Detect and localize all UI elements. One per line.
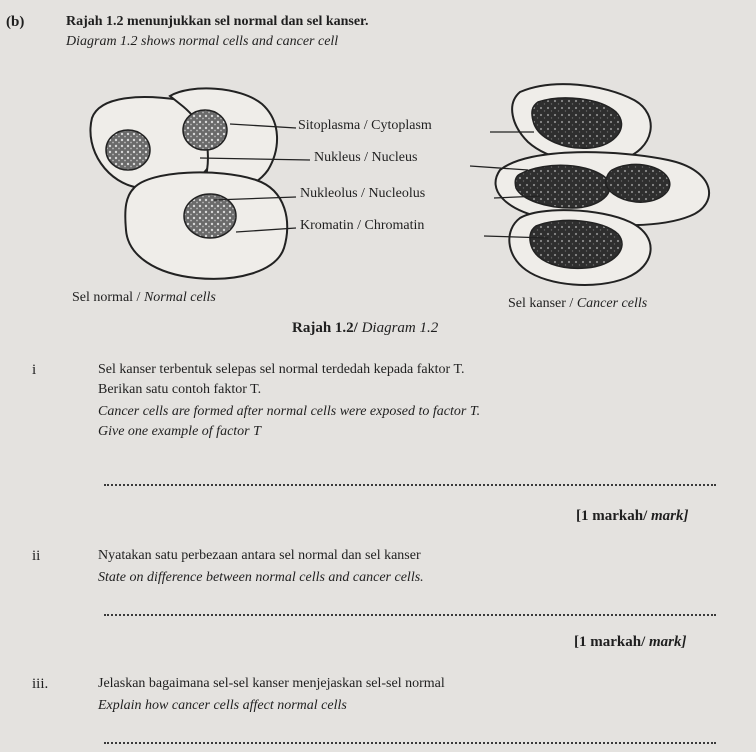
question-text-english: Give one example of factor T (98, 424, 261, 439)
label-nucleolus: Nukleolus / Nucleolus (300, 186, 426, 201)
mark-allocation (574, 634, 687, 651)
mark-malay: [1 markah/ (576, 508, 651, 524)
title-english: Diagram 1.2 (361, 320, 439, 336)
nucleus-shape (183, 110, 227, 150)
caption-malay: Sel kanser / (508, 296, 577, 311)
answer-line[interactable] (104, 742, 716, 744)
question-text-malay: Jelaskan bagaimana sel-sel kanser menjejaskan sel-sel normal (98, 676, 445, 691)
nucleus-shape (184, 194, 236, 238)
question-text-malay: Berikan satu contoh faktor T. (98, 382, 262, 397)
question-text-english: Cancer cells are formed after normal cells were exposed to factor T. (98, 404, 481, 419)
normal-cells-caption (72, 290, 216, 306)
question-number: i (32, 362, 37, 378)
question-number: iii. (32, 676, 49, 692)
normal-cell-bottom (125, 172, 287, 278)
answer-line[interactable] (104, 484, 716, 486)
mark-malay: [1 markah/ (574, 634, 649, 650)
caption-english: Normal cells (143, 290, 216, 305)
intro-english: Diagram 1.2 shows normal cells and cancer cell (66, 34, 339, 49)
question-text-malay: Nyatakan satu perbezaan antara sel normal dan sel kanser (98, 548, 421, 563)
nucleus-shape (530, 220, 622, 268)
label-cytoplasm: Sitoplasma / Cytoplasm (298, 118, 432, 133)
mark-english: mark] (649, 634, 687, 650)
question-text-malay: Sel kanser terbentuk selepas sel normal terdedah kepada faktor T. (98, 362, 465, 377)
intro-malay: Rajah 1.2 menunjukkan sel normal dan sel kanser. (66, 14, 369, 29)
mark-english: mark] (651, 508, 689, 524)
mark-allocation (576, 508, 689, 525)
label-chromatin: Kromatin / Chromatin (300, 218, 425, 233)
label-nucleus: Nukleus / Nucleus (314, 150, 418, 165)
nucleus-shape (106, 130, 150, 170)
caption-english: Cancer cells (576, 296, 648, 311)
part-label: (b) (6, 14, 25, 30)
caption-malay: Sel normal / (72, 290, 144, 305)
diagram-title (292, 320, 438, 337)
question-text-english: Explain how cancer cells affect normal cells (98, 698, 347, 713)
question-number: ii (32, 548, 41, 564)
question-text-english: State on difference between normal cells and cancer cells. (98, 570, 424, 585)
cancer-cells-caption (508, 296, 647, 312)
answer-line[interactable] (104, 614, 716, 616)
title-malay: Rajah 1.2/ (292, 320, 362, 336)
cell-diagram (0, 0, 756, 340)
cancer-cell-bottom (509, 210, 650, 285)
